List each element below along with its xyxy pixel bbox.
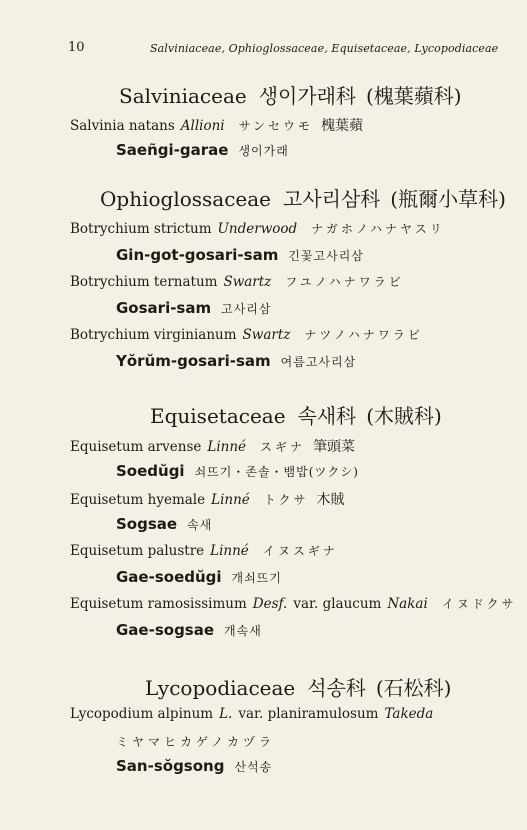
page-number: 10 [68, 40, 85, 55]
species-author: Desf. [252, 596, 288, 612]
korean-hangul-name: 생이가래 [238, 144, 289, 158]
species-latin-name: Salvinia natans [70, 118, 175, 134]
family-korean-name: 생이가래科 [258, 84, 356, 108]
species-latin-name: Equisetum hyemale [70, 492, 206, 508]
korean-name-entry [116, 620, 262, 639]
family-latin-name: Equisetaceae [150, 404, 286, 428]
species-author: Linné [210, 543, 249, 559]
species-japanese-name: イヌドクサ [441, 597, 517, 611]
species-variety: var. glaucum [293, 596, 382, 612]
korean-name-entry [116, 140, 289, 159]
korean-hangul-name: 쇠뜨기・존솔・뱀밥(ツクシ) [194, 465, 359, 479]
korean-hangul-name: 속새 [187, 518, 213, 532]
species-latin-name: Botrychium ternatum [70, 274, 218, 290]
korean-hangul-name: 산석송 [234, 760, 273, 774]
korean-hangul-name: 긴꽃고사리삼 [288, 249, 364, 263]
species-kanji-name: 槐葉蘋 [321, 118, 364, 134]
korean-name-entry [116, 514, 212, 533]
running-header: Salviniaceae, Ophioglossaceae, Equisetaceae, Lycopodiaceae [150, 42, 499, 55]
korean-romanized-name: Yŏrŭm-gosari-sam [116, 352, 271, 370]
korean-romanized-name: Gae-sogsae [116, 621, 215, 639]
species-author: Allioni [180, 118, 225, 134]
korean-romanized-name: Saeñgi-garae [116, 141, 229, 159]
species-latin-name: Lycopodium alpinum [70, 706, 214, 722]
family-heading-lycopodiaceae [145, 672, 451, 701]
korean-romanized-name: San-sŏgsong [116, 757, 225, 775]
variety-author: Takeda [384, 706, 434, 722]
species-variety: var. planiramulosum [238, 706, 379, 722]
species-japanese-name: ナガホノハナヤスリ [311, 222, 445, 236]
korean-name-entry [116, 245, 364, 264]
species-entry [70, 115, 363, 135]
species-entry [70, 706, 433, 722]
korean-romanized-name: Gae-soedŭgi [116, 568, 222, 586]
korean-romanized-name: Gin-got-gosari-sam [116, 246, 279, 264]
family-korean-name: 속새科 [297, 404, 357, 428]
family-latin-name: Salviniaceae [119, 84, 247, 108]
family-korean-name: 석송科 [307, 676, 366, 700]
korean-name-entry [116, 298, 272, 317]
species-latin-name: Equisetum arvense [70, 439, 202, 455]
species-author: Swartz [223, 274, 272, 290]
species-latin-name: Botrychium strictum [70, 221, 212, 237]
korean-hangul-name: 개쇠뜨기 [231, 571, 282, 585]
variety-author: Nakai [387, 596, 428, 612]
species-japanese-name: スギナ [260, 440, 306, 454]
species-japanese-name: フユノハナワラビ [285, 275, 404, 289]
family-korean-name: 고사리삼科 [283, 187, 381, 211]
species-author: Underwood [217, 221, 298, 237]
species-japanese-name: サンセウモ [238, 119, 314, 133]
species-entry [70, 326, 423, 343]
korean-name-entry [116, 351, 356, 370]
species-author: Linné [211, 492, 250, 508]
species-latin-name: Equisetum palustre [70, 543, 205, 559]
family-heading-equisetaceae [150, 400, 442, 429]
family-latin-name: Ophioglossaceae [100, 187, 272, 211]
korean-name-entry [116, 461, 359, 480]
family-heading-salviniaceae [119, 80, 462, 109]
species-author: Linné [207, 439, 247, 455]
species-entry [70, 220, 445, 237]
species-entry [70, 595, 517, 612]
species-entry [70, 489, 345, 509]
korean-hangul-name: 고사리삼 [221, 302, 272, 316]
family-japanese-name: (石松科) [375, 676, 452, 700]
species-author: Swartz [242, 327, 291, 343]
korean-name-entry [116, 756, 272, 775]
species-author: L. [219, 706, 233, 722]
species-entry [70, 273, 404, 290]
species-japanese-name: ミヤマヒカゲノカヅラ [116, 735, 276, 749]
korean-hangul-name: 개속새 [224, 624, 262, 638]
family-latin-name: Lycopodiaceae [145, 676, 296, 700]
family-heading-ophioglossaceae [100, 183, 506, 212]
species-japanese-name: イヌスギナ [262, 544, 338, 558]
species-kanji-name: 木賊 [316, 492, 345, 508]
family-japanese-name: (瓶爾小草科) [390, 187, 506, 211]
species-latin-name: Botrychium virginianum [70, 327, 237, 343]
korean-name-entry [116, 567, 282, 586]
korean-romanized-name: Soedŭgi [116, 462, 185, 480]
species-japanese-name: ナツノハナワラビ [304, 328, 423, 342]
species-entry [70, 436, 355, 456]
species-kanji-name: 筆頭菜 [313, 439, 356, 455]
korean-romanized-name: Gosari-sam [116, 299, 212, 317]
family-japanese-name: (槐葉蘋科) [366, 84, 462, 108]
korean-hangul-name: 여름고사리삼 [280, 355, 357, 369]
korean-romanized-name: Sogsae [116, 515, 178, 533]
species-entry [70, 542, 338, 559]
family-japanese-name: (木賊科) [366, 404, 442, 428]
species-japanese-name: トクサ [263, 493, 309, 507]
species-latin-name: Equisetum ramosissimum [70, 596, 247, 612]
